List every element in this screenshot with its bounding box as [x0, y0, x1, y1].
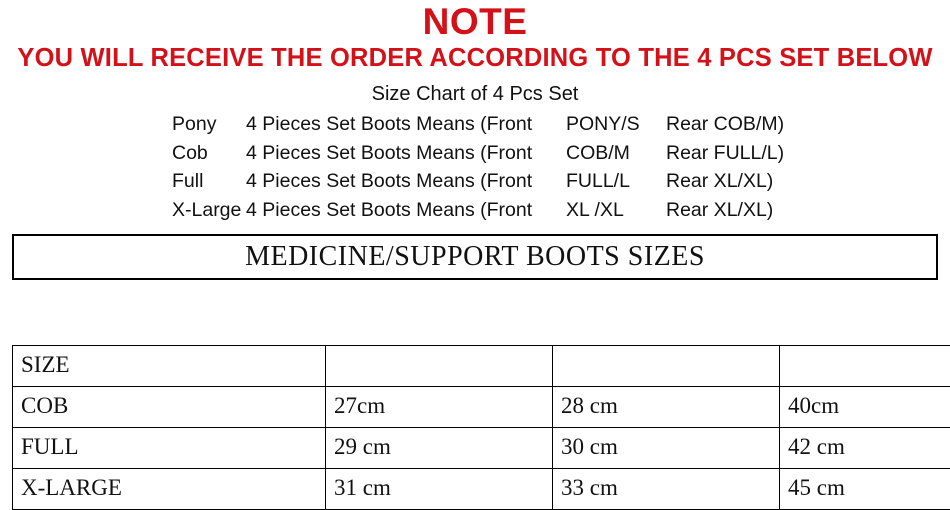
- banner-text: MEDICINE/SUPPORT BOOTS SIZES: [245, 241, 705, 273]
- table-cell: X-LARGE: [13, 469, 326, 510]
- size-chart-document: [0, 2, 950, 500]
- table-header-cell: [326, 346, 553, 387]
- table-header-cell: [553, 346, 780, 387]
- table-cell: 28 cm: [553, 387, 780, 428]
- note-subtitle: YOU WILL RECEIVE THE ORDER ACCORDING TO THE 4 PCS SET BELOW: [0, 44, 950, 72]
- set-row-name: Cob: [172, 139, 246, 168]
- table-cell: 45 cm: [780, 469, 950, 510]
- table-row: [13, 387, 950, 428]
- table-cell: FULL: [13, 428, 326, 469]
- set-row-front: COB/M: [566, 139, 666, 168]
- sizes-table-wrap: [12, 345, 938, 510]
- set-row-rear: Rear XL/XL): [666, 196, 773, 225]
- set-row-means: 4 Pieces Set Boots Means (Front: [246, 110, 566, 139]
- set-row-name: Full: [172, 167, 246, 196]
- list-item: [172, 110, 950, 139]
- set-row-means: 4 Pieces Set Boots Means (Front: [246, 196, 566, 225]
- set-row-name: Pony: [172, 110, 246, 139]
- table-cell: 30 cm: [553, 428, 780, 469]
- sizes-table: [12, 345, 950, 510]
- table-row: [13, 428, 950, 469]
- table-header-cell: SIZE: [13, 346, 326, 387]
- table-cell: COB: [13, 387, 326, 428]
- table-header-cell: [780, 346, 950, 387]
- table-header-row: [13, 346, 950, 387]
- table-cell: 27cm: [326, 387, 553, 428]
- set-row-rear: Rear FULL/L): [666, 139, 784, 168]
- set-row-front: PONY/S: [566, 110, 666, 139]
- boots-sizes-banner: [12, 234, 938, 280]
- size-chart-heading: Size Chart of 4 Pcs Set: [0, 82, 950, 106]
- table-cell: 42 cm: [780, 428, 950, 469]
- set-row-means: 4 Pieces Set Boots Means (Front: [246, 139, 566, 168]
- set-row-name: X-Large: [172, 196, 246, 225]
- table-cell: 40cm: [780, 387, 950, 428]
- set-row-means: 4 Pieces Set Boots Means (Front: [246, 167, 566, 196]
- table-cell: 31 cm: [326, 469, 553, 510]
- table-row: [13, 469, 950, 510]
- list-item: [172, 139, 950, 168]
- list-item: [172, 196, 950, 225]
- set-rows-list: [0, 110, 950, 224]
- set-row-front: XL /XL: [566, 196, 666, 225]
- note-title: NOTE: [0, 2, 950, 42]
- list-item: [172, 167, 950, 196]
- set-row-rear: Rear COB/M): [666, 110, 784, 139]
- set-row-front: FULL/L: [566, 167, 666, 196]
- table-cell: 29 cm: [326, 428, 553, 469]
- table-cell: 33 cm: [553, 469, 780, 510]
- set-row-rear: Rear XL/XL): [666, 167, 773, 196]
